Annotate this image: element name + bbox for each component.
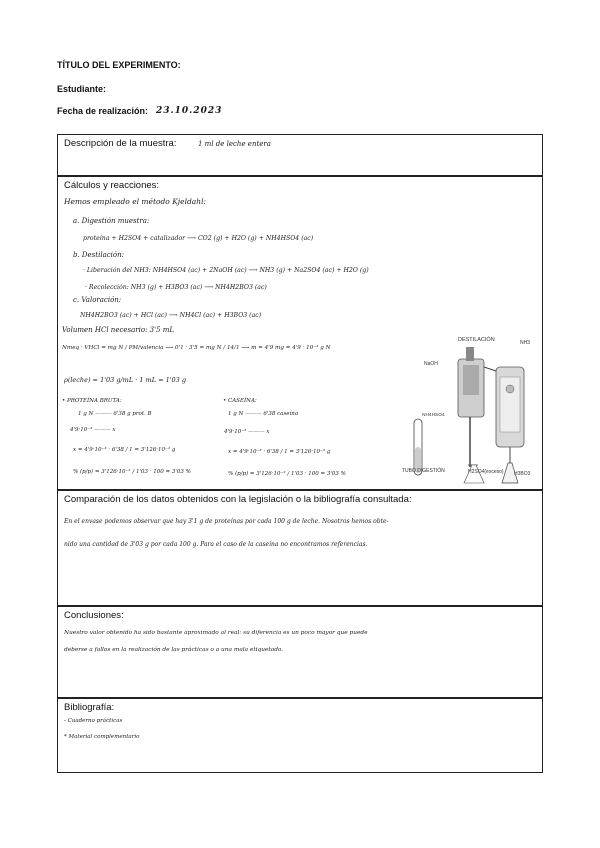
- figure-label-h3bo3: H3BO3: [514, 471, 531, 477]
- calculations-label: Cálculos y reacciones:: [64, 180, 160, 191]
- protein-line: % (p/p) = 3'126·10⁻² / 1'03 · 100 = 3'03 %: [73, 469, 191, 475]
- figure-label-naoh: NaOH: [424, 361, 438, 367]
- step-c-equation: NH4H2BO3 (ac) + HCl (ac) ⟶ NH4Cl (ac) + H3BO3 (ac): [80, 312, 262, 319]
- kjeldahl-apparatus-illustration: [408, 337, 538, 487]
- protein-line: 4'9·10⁻³ ——— x: [70, 427, 116, 433]
- experiment-title-label: TÍTULO DEL EXPERIMENTO:: [57, 60, 181, 70]
- kjeldahl-figure: [402, 337, 538, 487]
- date-value: 23.10.2023: [156, 106, 223, 116]
- casein-line: x = 4'9·10⁻³ · 6'38 / 1 = 3'126·10⁻² g: [228, 449, 331, 455]
- step-a-title: a. Digestión muestra:: [73, 217, 150, 225]
- step-b1-equation: · Liberación del NH3: NH4HSO4 (ac) + 2NaOH (ac) ⟶ NH3 (g) + Na2SO4 (ac) + H2O (g): [83, 267, 369, 274]
- comparison-line: nido una cantidad de 3'03 g por cada 100 g. Para el caso de la caseína no encontramos referencias.: [64, 541, 368, 548]
- bibliography-label: Bibliografía:: [64, 702, 115, 713]
- calc-intro: Hemos empleado el método Kjeldahl:: [64, 197, 206, 206]
- step-b2-equation: · Recolección: NH3 (g) + H3BO3 (ac) ⟶ NH4H2BO3 (ac): [85, 284, 267, 291]
- casein-line: 4'9·10⁻³ ——— x: [224, 429, 270, 435]
- conclusions-box: [57, 606, 543, 698]
- student-label: Estudiante:: [57, 84, 107, 94]
- figure-label-h2so4: H2SO4(exceso): [468, 469, 504, 475]
- bibliography-box: [57, 698, 543, 773]
- casein-line: 1 g N ——— 6'38 caseína: [228, 411, 299, 417]
- conclusions-label: Conclusiones:: [64, 610, 124, 621]
- density-line: ρ(leche) = 1'03 g/mL · 1 mL = 1'03 g: [64, 376, 187, 384]
- protein-line: x = 4'9·10⁻³ · 6'38 / 1 = 3'126·10⁻² g: [73, 447, 176, 453]
- comparison-line: En el envase podemos observar que hay 3'1 g de proteínas por cada 100 g de leche. Nosotros hemos obte-: [64, 518, 389, 525]
- figure-label-tubo-digestion: TUBO DIGESTIÓN: [402, 468, 445, 474]
- sample-label: Descripción de la muestra:: [64, 138, 177, 149]
- protein-line: 1 g N ——— 6'38 g prot. B: [78, 411, 152, 417]
- step-b-title: b. Destilación:: [73, 251, 124, 259]
- step-a-equation: proteína + H2SO4 + catalizador ⟶ CO2 (g) + H2O (g) + NH4HSO4 (ac): [83, 235, 314, 242]
- volume-line: Volumen HCl necesario: 3'5 mL: [62, 326, 175, 334]
- step-c-title: c. Valoración:: [73, 296, 122, 304]
- figure-label-sample-tube: NH4HSO4: [422, 413, 445, 418]
- bibliography-item: * Material complementario: [64, 734, 140, 740]
- figure-label-nh3: NH3: [520, 340, 531, 346]
- moles-equation: Nmeq · VHCl = mg N / PM/valencia ⟶ 0'1 · 3'5 = mg N / 14/1 ⟶ m = 4'9 mg = 4'9 · 10⁻³ g N: [62, 345, 331, 351]
- figure-label-destilacion: DESTILACIÓN: [458, 337, 495, 343]
- bibliography-item: - Cuaderno prácticas: [64, 718, 123, 724]
- comparison-label: Comparación de los datos obtenidos con la legislación o la bibliografía consultada:: [64, 494, 412, 505]
- conclusion-line: deberse a fallos en la realización de las prácticas o a una mala etiquetado.: [64, 647, 284, 653]
- comparison-box: [57, 490, 543, 606]
- calculations-box: [57, 176, 543, 490]
- sample-box: [57, 134, 543, 176]
- casein-title: • CASEÍNA:: [223, 398, 257, 404]
- sample-value: 1 ml de leche entera: [198, 140, 271, 148]
- casein-line: % (p/p) = 3'126·10⁻² / 1'03 · 100 = 3'03 %: [228, 471, 346, 477]
- protein-title: • PROTEÍNA BRUTA:: [62, 398, 122, 404]
- date-label: Fecha de realización:: [57, 106, 149, 116]
- conclusion-line: Nuestro valor obtenido ha sido bastante aproximado al real: su diferencia es un poco mayor que puede: [64, 630, 368, 636]
